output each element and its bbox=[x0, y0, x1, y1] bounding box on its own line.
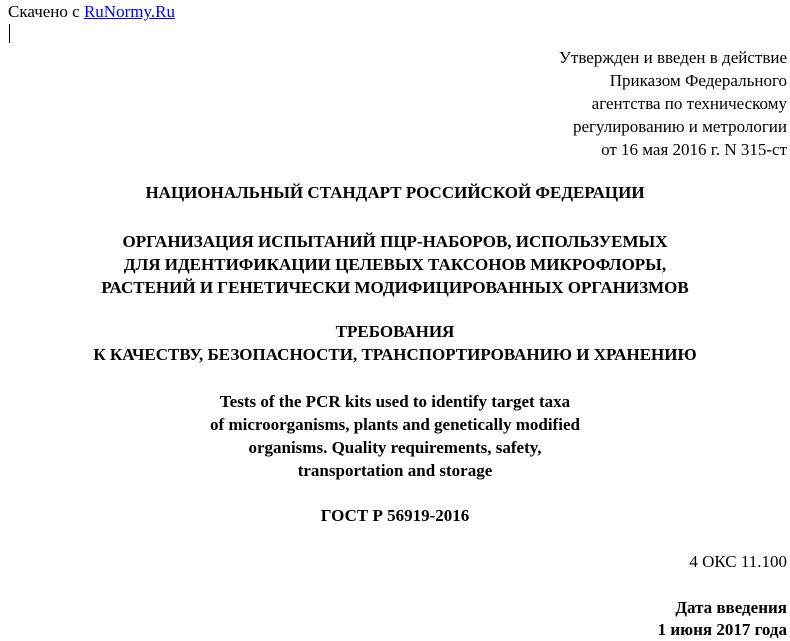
title-en-line: Tests of the PCR kits used to identify target taxa bbox=[219, 392, 571, 411]
text-cursor bbox=[9, 24, 10, 43]
approval-block bbox=[559, 46, 787, 161]
source-line bbox=[8, 2, 175, 22]
approval-line: от 16 мая 2016 г. N 315-ст bbox=[601, 140, 787, 159]
approval-line: Утвержден и введен в действие bbox=[558, 48, 787, 67]
title-en-line: transportation and storage bbox=[297, 461, 493, 480]
intro-date-label: Дата введения bbox=[675, 598, 787, 617]
document-title-ru bbox=[0, 230, 790, 299]
title-ru-line: РАСТЕНИЙ И ГЕНЕТИЧЕСКИ МОДИФИЦИРОВАННЫХ ОРГАНИЗМОВ bbox=[101, 278, 689, 297]
title-en-line: organisms. Quality requirements, safety, bbox=[248, 438, 542, 457]
title-ru-line: ОРГАНИЗАЦИЯ ИСПЫТАНИЙ ПЦР-НАБОРОВ, ИСПОЛЬЗУЕМЫХ bbox=[122, 232, 668, 251]
gost-number: ГОСТ Р 56919-2016 bbox=[320, 506, 470, 525]
okc-code: 4 ОКС 11.100 bbox=[689, 552, 787, 571]
introduction-date bbox=[658, 597, 787, 641]
source-prefix: Скачено с bbox=[8, 2, 80, 21]
title-en-line: of microorganisms, plants and genetically modified bbox=[210, 415, 580, 434]
approval-line: Приказом Федерального bbox=[609, 71, 787, 90]
standard-type-heading: НАЦИОНАЛЬНЫЙ СТАНДАРТ РОССИЙСКОЙ ФЕДЕРАЦИИ bbox=[145, 183, 645, 202]
intro-date-value: 1 июня 2017 года bbox=[657, 620, 787, 639]
document-title-en bbox=[0, 390, 790, 482]
title-ru-line: ДЛЯ ИДЕНТИФИКАЦИИ ЦЕЛЕВЫХ ТАКСОНОВ МИКРОФЛОРЫ, bbox=[123, 255, 667, 274]
approval-line: регулированию и метрологии bbox=[572, 117, 787, 136]
requirements-line: К КАЧЕСТВУ, БЕЗОПАСНОСТИ, ТРАНСПОРТИРОВАНИЮ И ХРАНЕНИЮ bbox=[93, 345, 697, 364]
requirements-heading bbox=[0, 320, 790, 366]
requirements-line: ТРЕБОВАНИЯ bbox=[335, 322, 455, 341]
approval-line: агентства по техническому bbox=[591, 94, 787, 113]
source-link[interactable]: RuNormy.Ru bbox=[83, 2, 175, 21]
